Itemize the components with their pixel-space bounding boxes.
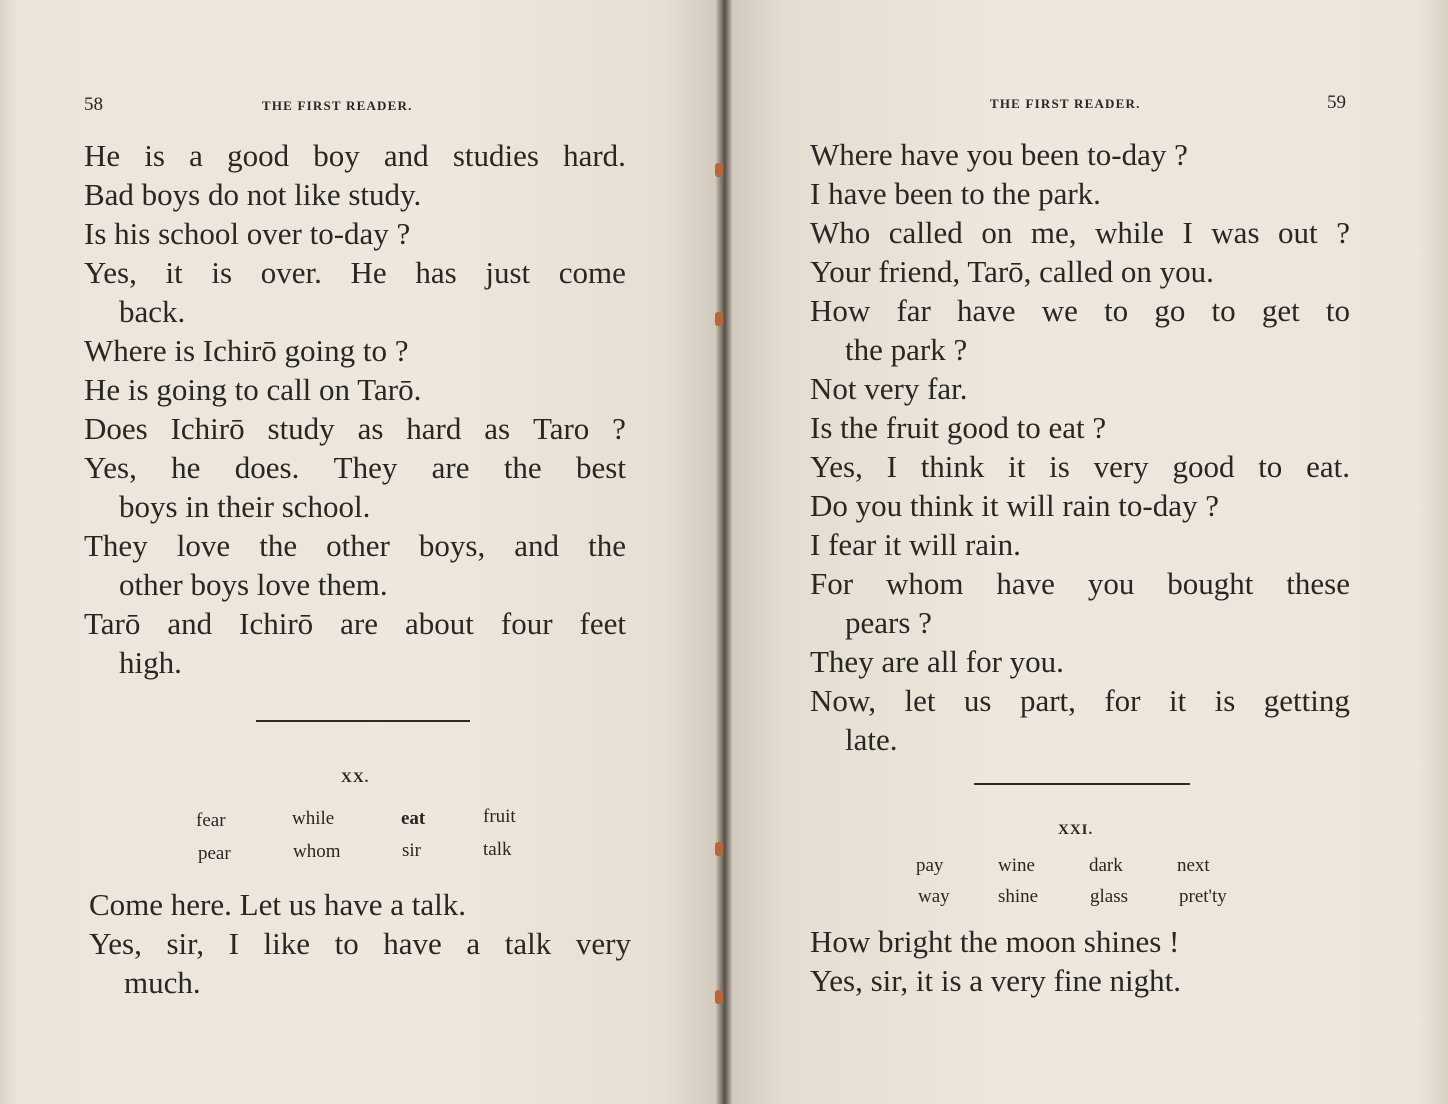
text-line: Come here. Let us have a talk. bbox=[89, 887, 467, 922]
text-line: For whom have you bought these bbox=[810, 566, 1350, 601]
text-line: They are all for you. bbox=[810, 644, 1064, 679]
text-line: I have been to the park. bbox=[810, 176, 1101, 211]
text-line-continued: other boys love them. bbox=[119, 567, 388, 602]
text-line: Is the fruit good to eat ? bbox=[810, 410, 1107, 445]
text-line-continued: boys in their school. bbox=[119, 489, 371, 524]
text-line: Yes, he does. They are the best bbox=[84, 450, 626, 485]
lesson-number: XXI. bbox=[1058, 822, 1094, 838]
text-line: Yes, sir, I like to have a talk very bbox=[89, 926, 631, 961]
text-line: Now, let us part, for it is getting bbox=[810, 683, 1350, 718]
text-line-continued: back. bbox=[119, 294, 186, 329]
left-body-text bbox=[84, 136, 626, 682]
text-line: Yes, it is over. He has just come bbox=[84, 255, 626, 290]
right-running-header: THE FIRST READER. bbox=[990, 96, 1141, 111]
vocab-word: whom bbox=[293, 841, 341, 862]
text-line: Your friend, Tarō, called on you. bbox=[810, 254, 1214, 289]
left-exercise-text bbox=[89, 885, 631, 1002]
text-line: Not very far. bbox=[810, 371, 968, 406]
lesson-number: XX. bbox=[341, 770, 370, 786]
text-line-continued: the park ? bbox=[845, 332, 968, 367]
text-line: They love the other boys, and the bbox=[84, 528, 626, 563]
text-line: How far have we to go to get to bbox=[810, 293, 1350, 328]
text-line: Does Ichirō study as hard as Taro ? bbox=[84, 411, 626, 446]
left-page-number: 58 bbox=[84, 94, 103, 115]
vocab-word: shine bbox=[998, 886, 1039, 907]
text-line: Tarō and Ichirō are about four feet bbox=[84, 606, 626, 641]
vocabulary-list bbox=[916, 855, 1276, 919]
binding-stitch bbox=[715, 163, 723, 177]
text-line-continued: pears ? bbox=[845, 605, 932, 640]
text-line: Yes, sir, it is a very fine night. bbox=[810, 963, 1182, 998]
text-line: Yes, I think it is very good to eat. bbox=[810, 449, 1350, 484]
vocab-word: next bbox=[1177, 855, 1210, 876]
right-body-text bbox=[810, 135, 1350, 759]
text-line: Do you think it will rain to-day ? bbox=[810, 488, 1219, 523]
vocab-word: pret'ty bbox=[1179, 886, 1227, 907]
binding-stitch bbox=[715, 842, 723, 856]
vocabulary-list bbox=[196, 808, 556, 872]
vocab-word: pay bbox=[916, 855, 944, 876]
text-line: I fear it will rain. bbox=[810, 527, 1021, 562]
text-line-continued: much. bbox=[124, 965, 201, 1000]
text-line: Where have you been to-day ? bbox=[810, 137, 1188, 172]
vocab-word: sir bbox=[402, 840, 421, 861]
binding-stitch bbox=[715, 312, 723, 326]
vocab-word: pear bbox=[198, 843, 231, 864]
vocab-word: fruit bbox=[483, 806, 516, 827]
vocab-word: talk bbox=[483, 839, 512, 860]
vocab-word: way bbox=[918, 886, 950, 907]
section-divider bbox=[256, 720, 470, 722]
text-line-continued: high. bbox=[119, 645, 182, 680]
section-divider bbox=[974, 783, 1190, 785]
text-line-continued: late. bbox=[845, 722, 898, 757]
vocab-word: while bbox=[292, 808, 335, 829]
text-line: He is going to call on Tarō. bbox=[84, 372, 422, 407]
vocab-word: eat bbox=[401, 808, 426, 829]
text-line: Who called on me, while I was out ? bbox=[810, 215, 1350, 250]
text-line: He is a good boy and studies hard. bbox=[84, 138, 626, 173]
left-running-header: THE FIRST READER. bbox=[262, 98, 413, 113]
text-line: Where is Ichirō going to ? bbox=[84, 333, 409, 368]
binding-stitch bbox=[715, 990, 723, 1004]
right-page-number: 59 bbox=[1327, 92, 1346, 113]
vocab-word: fear bbox=[196, 810, 226, 831]
text-line: Is his school over to-day ? bbox=[84, 216, 411, 251]
text-line: Bad boys do not like study. bbox=[84, 177, 422, 212]
vocab-word: wine bbox=[998, 855, 1035, 876]
text-line: How bright the moon shines ! bbox=[810, 924, 1180, 959]
right-exercise-text bbox=[810, 922, 1350, 1000]
vocab-word: dark bbox=[1089, 855, 1123, 876]
vocab-word: glass bbox=[1090, 886, 1128, 907]
